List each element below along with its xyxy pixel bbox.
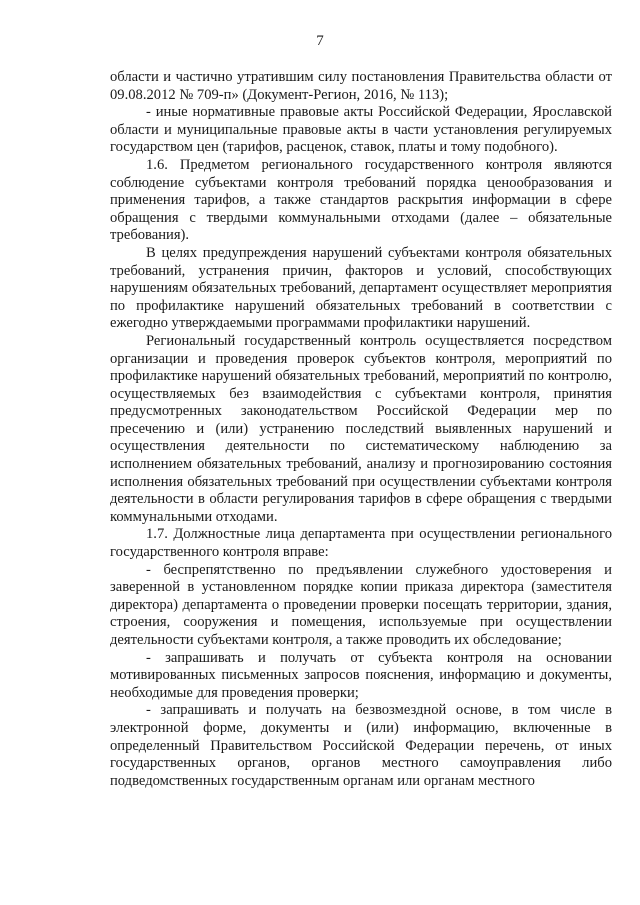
- paragraph-5: Региональный государственный контроль осуществляется посредством организации и проведения проверок субъектов контроля, мероприятий по профилактике нарушений обязательных требований, мероприятий по контролю, осуществляемых без взаимодействия с субъектами контроля, принятия предусмотренных законодательством Российской Федерации мер по пресечению и (или) устранению последствий выявленных нарушений и осуществления деятельности по систематическому наблюдению за исполнением обязательных требований, анализу и прогнозированию состояния исполнения обязательных требований при осуществлении субъектами контроля деятельности в области регулирования тарифов в сфере обращения с твердыми коммунальными отходами.: [110, 332, 612, 525]
- paragraph-8: - запрашивать и получать от субъекта контроля на основании мотивированных письменных запросов пояснения, информацию и документы, необходимые для проведения проверки;: [110, 649, 612, 701]
- paragraph-4: В целях предупреждения нарушений субъектами контроля обязательных требований, устранения причин, факторов и условий, способствующих нарушениям обязательных требований, департамент осуществляет мероприятия по профилактике нарушений обязательных требований в соответствии с ежегодно утверждаемыми программами профилактики нарушений.: [110, 244, 612, 332]
- paragraph-9: - запрашивать и получать на безвозмездной основе, в том числе в электронной форме, документы и (или) информацию, включенные в определенный Правительством Российской Федерации перечень, от иных государственных органов, органов местного самоуправления либо подведомственных государственным органам или органам местного: [110, 702, 612, 789]
- paragraph-1: области и частично утратившим силу постановления Правительства области от 09.08.2012 № 709-п» (Документ-Регион, 2016, № 113);: [110, 69, 612, 103]
- document-body: [110, 69, 612, 790]
- paragraph-3: 1.6. Предметом регионального государственного контроля являются соблюдение субъектами контроля требований порядка ценообразования и применения тарифов, а также стандартов раскрытия информации в сфере обращения с твердыми коммунальными отходами (далее – обязательные требования).: [110, 156, 612, 244]
- page-number: 7: [316, 33, 324, 49]
- paragraph-6: 1.7. Должностные лица департамента при осуществлении регионального государственного контроля вправе:: [110, 526, 612, 561]
- paragraph-2: - иные нормативные правовые акты Российской Федерации, Ярославской области и муниципальные правовые акты в части установления регулируемых государством цен (тарифов, расценок, ставок, платы и тому подобного).: [110, 104, 612, 156]
- paragraph-7: - беспрепятственно по предъявлении служебного удостоверения и заверенной в установленном порядке копии приказа директора (заместителя директора) департамента о проведении проверки посещать территории, здания, строения, сооружения и помещения, используемые при осуществлении деятельности субъектами контроля, а также проводить их обследование;: [110, 561, 612, 648]
